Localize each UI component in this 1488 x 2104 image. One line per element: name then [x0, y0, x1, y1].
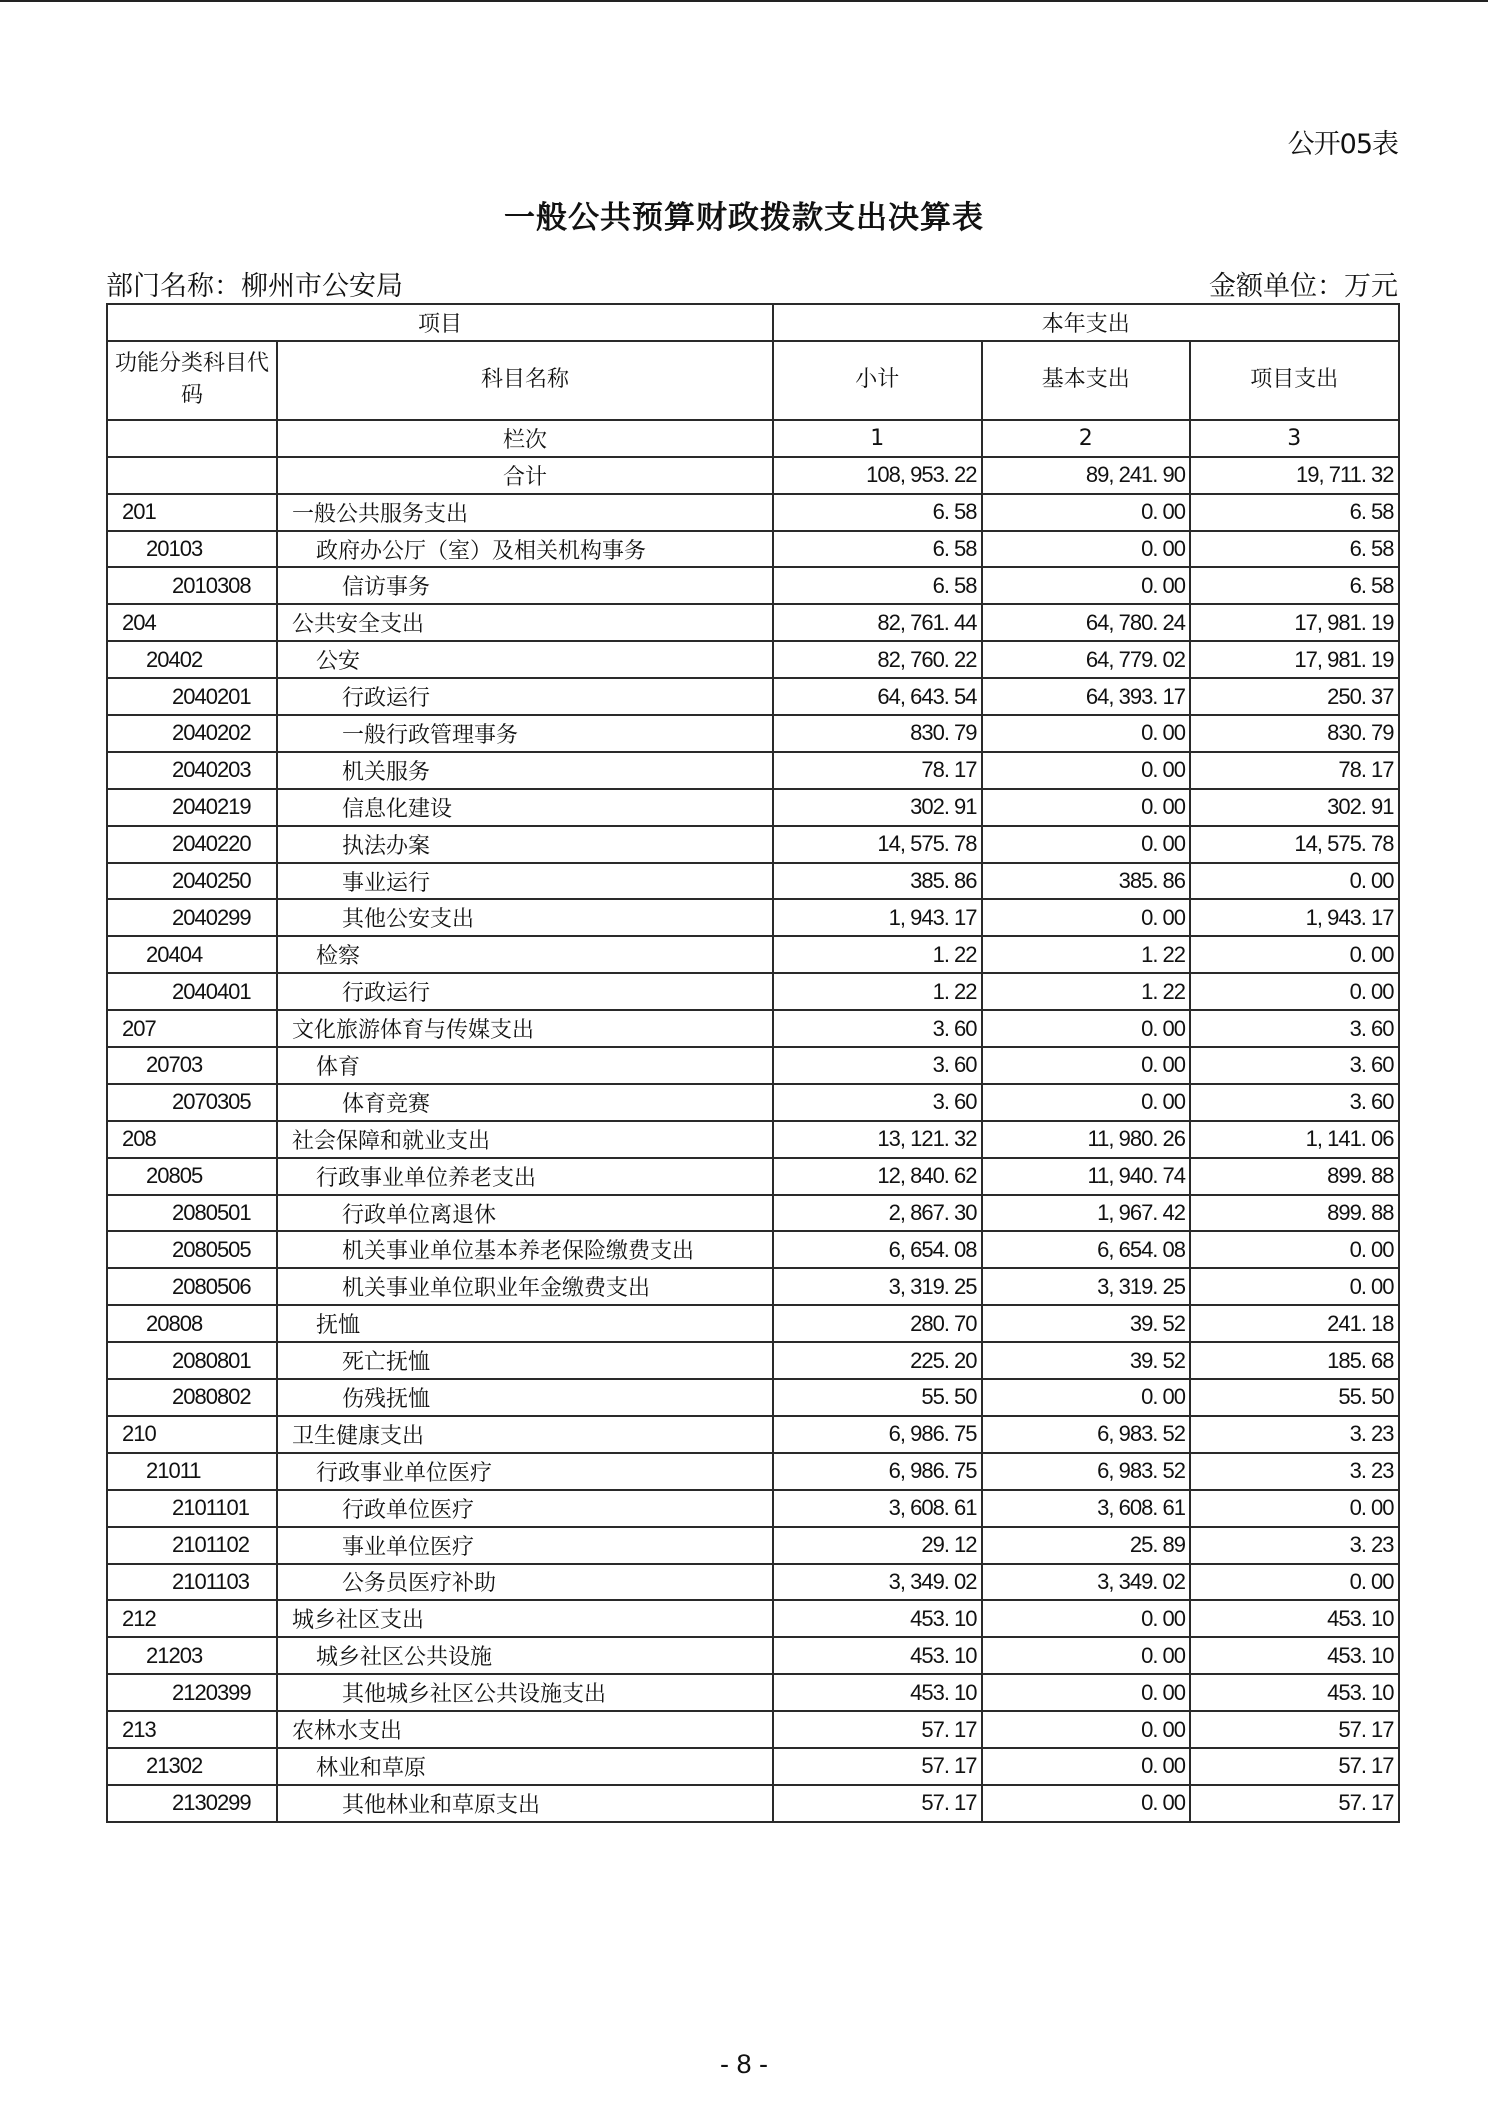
row-name: 体育 — [277, 1047, 773, 1084]
row-basic: 0. 00 — [982, 752, 1191, 789]
row-name: 一般公共服务支出 — [277, 494, 773, 531]
row-subtotal: 12, 840. 62 — [773, 1158, 982, 1195]
row-code: 2080506 — [107, 1268, 277, 1305]
row-project: 55. 50 — [1190, 1379, 1399, 1416]
column-index-3: 3 — [1190, 420, 1399, 457]
row-basic: 0. 00 — [982, 789, 1191, 826]
department-label: 部门名称：柳州市公安局 — [106, 271, 403, 302]
row-name: 文化旅游体育与传媒支出 — [277, 1010, 773, 1047]
row-code: 20703 — [107, 1047, 277, 1084]
row-code: 2070305 — [107, 1084, 277, 1121]
row-code: 2040202 — [107, 715, 277, 752]
row-name: 死亡抚恤 — [277, 1342, 773, 1379]
row-name: 公共安全支出 — [277, 604, 773, 641]
row-name: 机关服务 — [277, 752, 773, 789]
row-name: 行政单位医疗 — [277, 1490, 773, 1527]
row-basic: 0. 00 — [982, 1785, 1191, 1822]
row-subtotal: 57. 17 — [773, 1748, 982, 1785]
row-subtotal: 280. 70 — [773, 1305, 982, 1342]
unit-label: 金额单位：万元 — [1209, 271, 1398, 302]
table-row — [107, 1490, 1399, 1527]
table-row — [107, 1379, 1399, 1416]
table-row — [107, 641, 1399, 678]
row-name: 公务员医疗补助 — [277, 1564, 773, 1601]
row-subtotal: 453. 10 — [773, 1637, 982, 1674]
row-project: 3. 23 — [1190, 1416, 1399, 1453]
table-row — [107, 1453, 1399, 1490]
table-row — [107, 1010, 1399, 1047]
total-project: 19, 711. 32 — [1190, 457, 1399, 494]
row-name: 伤残抚恤 — [277, 1379, 773, 1416]
row-project: 3. 23 — [1190, 1453, 1399, 1490]
table-row — [107, 1342, 1399, 1379]
row-code: 21203 — [107, 1637, 277, 1674]
row-basic: 11, 940. 74 — [982, 1158, 1191, 1195]
row-name: 卫生健康支出 — [277, 1416, 773, 1453]
row-subtotal: 3. 60 — [773, 1010, 982, 1047]
header-row-2 — [107, 341, 1399, 420]
row-basic: 0. 00 — [982, 1748, 1191, 1785]
total-subtotal: 108, 953. 22 — [773, 457, 982, 494]
table-row — [107, 1305, 1399, 1342]
total-basic: 89, 241. 90 — [982, 457, 1191, 494]
row-name: 检察 — [277, 936, 773, 973]
row-subtotal: 385. 86 — [773, 863, 982, 900]
row-basic: 0. 00 — [982, 899, 1191, 936]
row-code: 2130299 — [107, 1785, 277, 1822]
row-project: 1, 141. 06 — [1190, 1121, 1399, 1158]
column-index-1: 1 — [773, 420, 982, 457]
row-basic: 0. 00 — [982, 1674, 1191, 1711]
row-subtotal: 1. 22 — [773, 936, 982, 973]
table-row — [107, 678, 1399, 715]
row-code: 204 — [107, 604, 277, 641]
row-basic: 0. 00 — [982, 715, 1191, 752]
row-basic: 385. 86 — [982, 863, 1191, 900]
total-label: 合计 — [277, 457, 773, 494]
row-name: 事业运行 — [277, 863, 773, 900]
row-code: 20402 — [107, 641, 277, 678]
row-project: 453. 10 — [1190, 1674, 1399, 1711]
row-project: 14, 575. 78 — [1190, 826, 1399, 863]
document-title: 一般公共预算财政拨款支出决算表 — [504, 200, 984, 236]
table-row — [107, 1231, 1399, 1268]
row-project: 899. 88 — [1190, 1158, 1399, 1195]
row-basic: 0. 00 — [982, 1084, 1191, 1121]
header-project: 项目 — [107, 304, 773, 341]
row-subtotal: 6. 58 — [773, 494, 982, 531]
total-row — [107, 457, 1399, 494]
table-row — [107, 1158, 1399, 1195]
row-basic: 25. 89 — [982, 1527, 1191, 1564]
row-project: 0. 00 — [1190, 936, 1399, 973]
row-project: 3. 60 — [1190, 1084, 1399, 1121]
table-row — [107, 567, 1399, 604]
row-basic: 39. 52 — [982, 1305, 1191, 1342]
row-subtotal: 57. 17 — [773, 1711, 982, 1748]
header-current-year-expense: 本年支出 — [773, 304, 1399, 341]
row-code: 2040201 — [107, 678, 277, 715]
table-row — [107, 1416, 1399, 1453]
row-basic: 0. 00 — [982, 1047, 1191, 1084]
row-basic: 1, 967. 42 — [982, 1195, 1191, 1232]
table-row — [107, 531, 1399, 568]
row-code: 20808 — [107, 1305, 277, 1342]
row-basic: 0. 00 — [982, 1711, 1191, 1748]
row-name: 机关事业单位基本养老保险缴费支出 — [277, 1231, 773, 1268]
expenditure-table — [106, 303, 1400, 1823]
row-name: 政府办公厅（室）及相关机构事务 — [277, 531, 773, 568]
row-basic: 0. 00 — [982, 567, 1191, 604]
row-project: 830. 79 — [1190, 715, 1399, 752]
page-number: - 8 - — [719, 2049, 768, 2079]
row-project: 0. 00 — [1190, 863, 1399, 900]
row-project: 250. 37 — [1190, 678, 1399, 715]
row-code: 2101103 — [107, 1564, 277, 1601]
column-index-row — [107, 420, 1399, 457]
row-project: 57. 17 — [1190, 1711, 1399, 1748]
row-subtotal: 3. 60 — [773, 1047, 982, 1084]
row-code: 2120399 — [107, 1674, 277, 1711]
row-basic: 3, 349. 02 — [982, 1564, 1191, 1601]
table-row — [107, 973, 1399, 1010]
row-subtotal: 29. 12 — [773, 1527, 982, 1564]
row-name: 信访事务 — [277, 567, 773, 604]
row-name: 行政运行 — [277, 973, 773, 1010]
row-basic: 0. 00 — [982, 531, 1191, 568]
row-basic: 1. 22 — [982, 973, 1191, 1010]
row-code: 2040220 — [107, 826, 277, 863]
row-subtotal: 57. 17 — [773, 1785, 982, 1822]
row-project: 6. 58 — [1190, 494, 1399, 531]
row-code: 2080801 — [107, 1342, 277, 1379]
row-project: 241. 18 — [1190, 1305, 1399, 1342]
row-basic: 6, 983. 52 — [982, 1416, 1191, 1453]
table-row — [107, 1674, 1399, 1711]
row-basic: 1. 22 — [982, 936, 1191, 973]
row-name: 其他城乡社区公共设施支出 — [277, 1674, 773, 1711]
table-row — [107, 826, 1399, 863]
row-subtotal: 6. 58 — [773, 567, 982, 604]
table-row — [107, 936, 1399, 973]
row-subtotal: 6, 654. 08 — [773, 1231, 982, 1268]
table-row — [107, 1527, 1399, 1564]
table-row — [107, 604, 1399, 641]
row-subtotal: 78. 17 — [773, 752, 982, 789]
row-subtotal: 302. 91 — [773, 789, 982, 826]
row-basic: 0. 00 — [982, 494, 1191, 531]
row-project: 6. 58 — [1190, 567, 1399, 604]
row-project: 17, 981. 19 — [1190, 641, 1399, 678]
row-code: 2080802 — [107, 1379, 277, 1416]
header-name-col: 科目名称 — [277, 341, 773, 420]
row-subtotal: 225. 20 — [773, 1342, 982, 1379]
row-project: 899. 88 — [1190, 1195, 1399, 1232]
row-project: 17, 981. 19 — [1190, 604, 1399, 641]
document-meta — [106, 264, 1398, 303]
table-row — [107, 715, 1399, 752]
header-project-expense: 项目支出 — [1190, 341, 1399, 420]
row-basic: 39. 52 — [982, 1342, 1191, 1379]
row-project: 302. 91 — [1190, 789, 1399, 826]
table-row — [107, 752, 1399, 789]
row-name: 农林水支出 — [277, 1711, 773, 1748]
row-subtotal: 830. 79 — [773, 715, 982, 752]
row-subtotal: 453. 10 — [773, 1600, 982, 1637]
header-subtotal: 小计 — [773, 341, 982, 420]
row-project: 0. 00 — [1190, 1268, 1399, 1305]
row-project: 0. 00 — [1190, 1564, 1399, 1601]
table-row — [107, 1195, 1399, 1232]
row-subtotal: 1. 22 — [773, 973, 982, 1010]
row-project: 57. 17 — [1190, 1785, 1399, 1822]
row-project: 453. 10 — [1190, 1600, 1399, 1637]
row-subtotal: 82, 760. 22 — [773, 641, 982, 678]
table-row — [107, 1637, 1399, 1674]
row-code: 20805 — [107, 1158, 277, 1195]
row-code: 21302 — [107, 1748, 277, 1785]
row-subtotal: 3, 608. 61 — [773, 1490, 982, 1527]
row-basic: 0. 00 — [982, 826, 1191, 863]
row-subtotal: 1, 943. 17 — [773, 899, 982, 936]
row-name: 一般行政管理事务 — [277, 715, 773, 752]
row-subtotal: 13, 121. 32 — [773, 1121, 982, 1158]
table-row — [107, 1121, 1399, 1158]
row-project: 57. 17 — [1190, 1748, 1399, 1785]
row-project: 185. 68 — [1190, 1342, 1399, 1379]
row-code: 2101101 — [107, 1490, 277, 1527]
row-basic: 64, 780. 24 — [982, 604, 1191, 641]
table-row — [107, 1600, 1399, 1637]
table-row — [107, 1748, 1399, 1785]
row-code: 20103 — [107, 531, 277, 568]
table-body — [107, 494, 1399, 1822]
row-subtotal: 6. 58 — [773, 531, 982, 568]
total-empty — [107, 457, 277, 494]
row-code: 2010308 — [107, 567, 277, 604]
row-name: 执法办案 — [277, 826, 773, 863]
row-code: 2040219 — [107, 789, 277, 826]
row-code: 2080501 — [107, 1195, 277, 1232]
row-code: 2040250 — [107, 863, 277, 900]
row-name: 城乡社区支出 — [277, 1600, 773, 1637]
row-subtotal: 82, 761. 44 — [773, 604, 982, 641]
header-basic: 基本支出 — [982, 341, 1191, 420]
row-basic: 3, 319. 25 — [982, 1268, 1191, 1305]
table-row — [107, 899, 1399, 936]
row-code: 2040203 — [107, 752, 277, 789]
row-subtotal: 6, 986. 75 — [773, 1416, 982, 1453]
row-name: 社会保障和就业支出 — [277, 1121, 773, 1158]
row-code: 20404 — [107, 936, 277, 973]
row-project: 0. 00 — [1190, 1490, 1399, 1527]
row-project: 78. 17 — [1190, 752, 1399, 789]
header-row-1 — [107, 304, 1399, 341]
row-code: 208 — [107, 1121, 277, 1158]
table-row — [107, 1564, 1399, 1601]
row-basic: 64, 779. 02 — [982, 641, 1191, 678]
row-basic: 6, 983. 52 — [982, 1453, 1191, 1490]
row-basic: 0. 00 — [982, 1637, 1191, 1674]
row-name: 机关事业单位职业年金缴费支出 — [277, 1268, 773, 1305]
row-basic: 64, 393. 17 — [982, 678, 1191, 715]
row-project: 3. 23 — [1190, 1527, 1399, 1564]
row-name: 公安 — [277, 641, 773, 678]
row-name: 城乡社区公共设施 — [277, 1637, 773, 1674]
row-subtotal: 14, 575. 78 — [773, 826, 982, 863]
row-project: 1, 943. 17 — [1190, 899, 1399, 936]
row-code: 213 — [107, 1711, 277, 1748]
row-project: 3. 60 — [1190, 1047, 1399, 1084]
row-basic: 6, 654. 08 — [982, 1231, 1191, 1268]
table-row — [107, 789, 1399, 826]
row-subtotal: 64, 643. 54 — [773, 678, 982, 715]
row-code: 2101102 — [107, 1527, 277, 1564]
row-code: 212 — [107, 1600, 277, 1637]
table-row — [107, 1047, 1399, 1084]
row-project: 453. 10 — [1190, 1637, 1399, 1674]
row-name: 体育竞赛 — [277, 1084, 773, 1121]
row-code: 2080505 — [107, 1231, 277, 1268]
column-index-empty — [107, 420, 277, 457]
row-basic: 0. 00 — [982, 1379, 1191, 1416]
row-code: 210 — [107, 1416, 277, 1453]
column-index-label: 栏次 — [277, 420, 773, 457]
row-name: 行政单位离退休 — [277, 1195, 773, 1232]
row-name: 抚恤 — [277, 1305, 773, 1342]
row-name: 其他林业和草原支出 — [277, 1785, 773, 1822]
row-project: 6. 58 — [1190, 531, 1399, 568]
row-project: 0. 00 — [1190, 973, 1399, 1010]
row-name: 行政事业单位医疗 — [277, 1453, 773, 1490]
row-code: 2040299 — [107, 899, 277, 936]
row-subtotal: 3. 60 — [773, 1084, 982, 1121]
row-code: 21011 — [107, 1453, 277, 1490]
row-subtotal: 2, 867. 30 — [773, 1195, 982, 1232]
table-row — [107, 494, 1399, 531]
table-row — [107, 1268, 1399, 1305]
row-basic: 11, 980. 26 — [982, 1121, 1191, 1158]
column-index-2: 2 — [982, 420, 1191, 457]
row-name: 事业单位医疗 — [277, 1527, 773, 1564]
row-subtotal: 6, 986. 75 — [773, 1453, 982, 1490]
row-code: 2040401 — [107, 973, 277, 1010]
row-basic: 3, 608. 61 — [982, 1490, 1191, 1527]
row-name: 行政运行 — [277, 678, 773, 715]
row-name: 行政事业单位养老支出 — [277, 1158, 773, 1195]
row-name: 其他公安支出 — [277, 899, 773, 936]
form-code: 公开05表 — [1287, 129, 1398, 160]
row-basic: 0. 00 — [982, 1010, 1191, 1047]
row-subtotal: 55. 50 — [773, 1379, 982, 1416]
row-subtotal: 3, 319. 25 — [773, 1268, 982, 1305]
table-row — [107, 1785, 1399, 1822]
row-project: 3. 60 — [1190, 1010, 1399, 1047]
row-subtotal: 3, 349. 02 — [773, 1564, 982, 1601]
row-basic: 0. 00 — [982, 1600, 1191, 1637]
row-subtotal: 453. 10 — [773, 1674, 982, 1711]
table-row — [107, 1711, 1399, 1748]
row-name: 信息化建设 — [277, 789, 773, 826]
row-name: 林业和草原 — [277, 1748, 773, 1785]
table-row — [107, 863, 1399, 900]
table-row — [107, 1084, 1399, 1121]
row-code: 201 — [107, 494, 277, 531]
row-code: 207 — [107, 1010, 277, 1047]
row-project: 0. 00 — [1190, 1231, 1399, 1268]
header-code-col: 功能分类科目代码 — [107, 341, 277, 420]
